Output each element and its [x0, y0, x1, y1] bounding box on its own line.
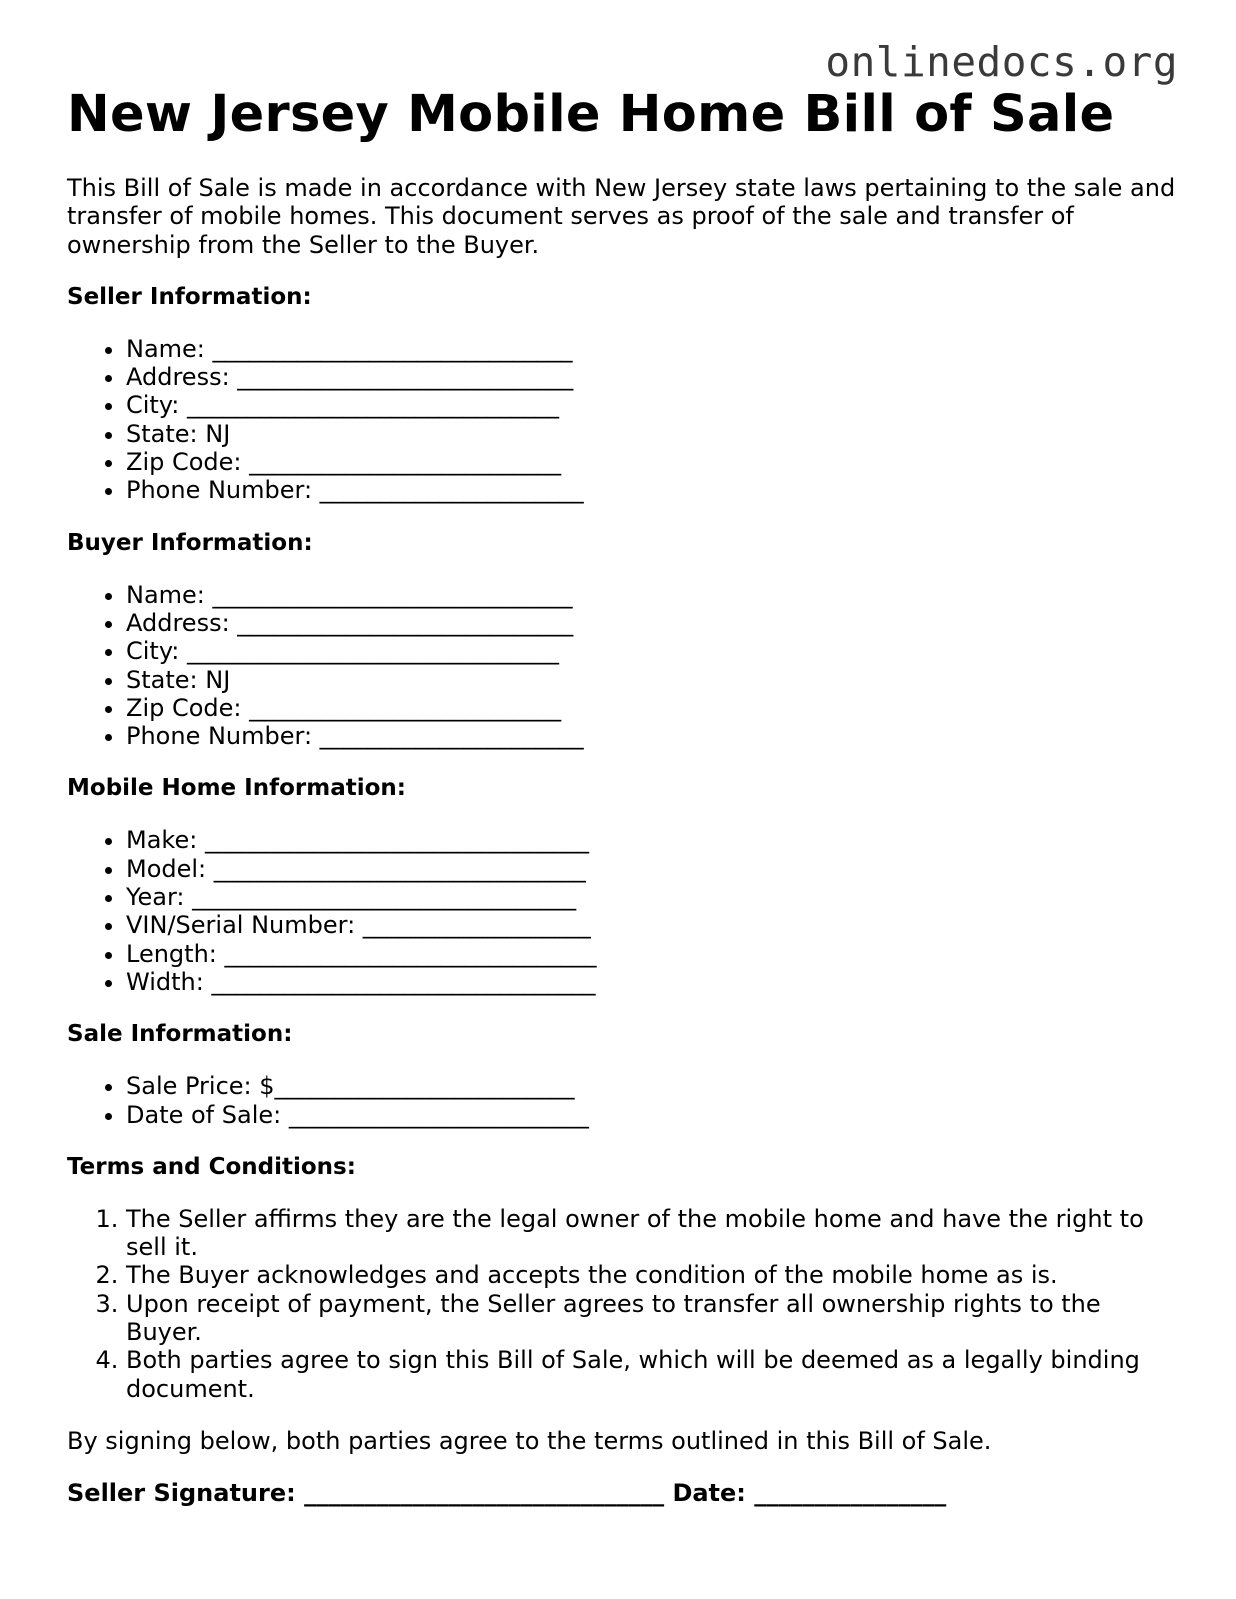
buyer-address-field: • Address: ____________________________ [126, 609, 1177, 637]
seller-name-field: • Name: ______________________________ [126, 335, 1177, 363]
buyer-name-field: • Name: ______________________________ [126, 581, 1177, 609]
seller-zip-field: • Zip Code: __________________________ [126, 448, 1177, 476]
watermark: onlinedocs.org [825, 38, 1178, 86]
mobile-home-vin-field: • VIN/Serial Number: ___________________ [126, 911, 1177, 939]
terms-and-conditions-heading: Terms and Conditions: [67, 1153, 356, 1180]
sale-price-field: • Sale Price: $_________________________ [126, 1072, 1177, 1100]
mobile-home-year-field: • Year: ________________________________ [126, 883, 1177, 911]
document-title: New Jersey Mobile Home Bill of Sale [67, 85, 1115, 144]
mobile-home-length-field: • Length: _______________________________ [126, 940, 1177, 968]
intro-paragraph: This Bill of Sale is made in accordance with New Jersey state laws pertaining to the sale and transfer of mobile homes. This document serves as proof of the sale and transfer of ownership from the Seller to the Buyer. [67, 174, 1176, 259]
buyer-phone-field: • Phone Number: ______________________ [126, 722, 1177, 750]
mobile-home-information-list [67, 826, 1177, 996]
term-item: 4. Both parties agree to sign this Bill of Sale, which will be deemed as a legally binding document. [126, 1346, 1177, 1403]
seller-city-field: • City: _______________________________ [126, 391, 1177, 419]
mobile-home-make-field: • Make: ________________________________ [126, 826, 1177, 854]
closing-statement: By signing below, both parties agree to the terms outlined in this Bill of Sale. [67, 1426, 992, 1455]
buyer-information-list [67, 581, 1177, 751]
buyer-zip-field: • Zip Code: __________________________ [126, 694, 1177, 722]
term-item: 2. The Buyer acknowledges and accepts the condition of the mobile home as is. [126, 1261, 1177, 1289]
seller-phone-field: • Phone Number: ______________________ [126, 476, 1177, 504]
sale-date-field: • Date of Sale: _________________________ [126, 1101, 1177, 1129]
seller-information-list [67, 335, 1177, 505]
seller-state-field: • State: NJ [126, 420, 1177, 448]
sale-information-list [67, 1072, 1177, 1129]
term-item: 1. The Seller affirms they are the legal owner of the mobile home and have the right to sell it. [126, 1205, 1177, 1262]
document-page [67, 86, 1177, 1507]
mobile-home-information-heading: Mobile Home Information: [67, 775, 406, 802]
seller-information-heading: Seller Information: [67, 283, 312, 310]
buyer-city-field: • City: _______________________________ [126, 637, 1177, 665]
seller-address-field: • Address: ____________________________ [126, 363, 1177, 391]
mobile-home-width-field: • Width: ________________________________ [126, 968, 1177, 996]
term-item: 3. Upon receipt of payment, the Seller agrees to transfer all ownership rights to the Buyer. [126, 1290, 1177, 1347]
seller-signature-line: Seller Signature: ______________________________ Date: ________________ [67, 1479, 947, 1508]
mobile-home-model-field: • Model: _______________________________ [126, 855, 1177, 883]
terms-and-conditions-list [67, 1205, 1177, 1403]
sale-information-heading: Sale Information: [67, 1021, 293, 1048]
buyer-information-heading: Buyer Information: [67, 529, 313, 556]
buyer-state-field: • State: NJ [126, 666, 1177, 694]
